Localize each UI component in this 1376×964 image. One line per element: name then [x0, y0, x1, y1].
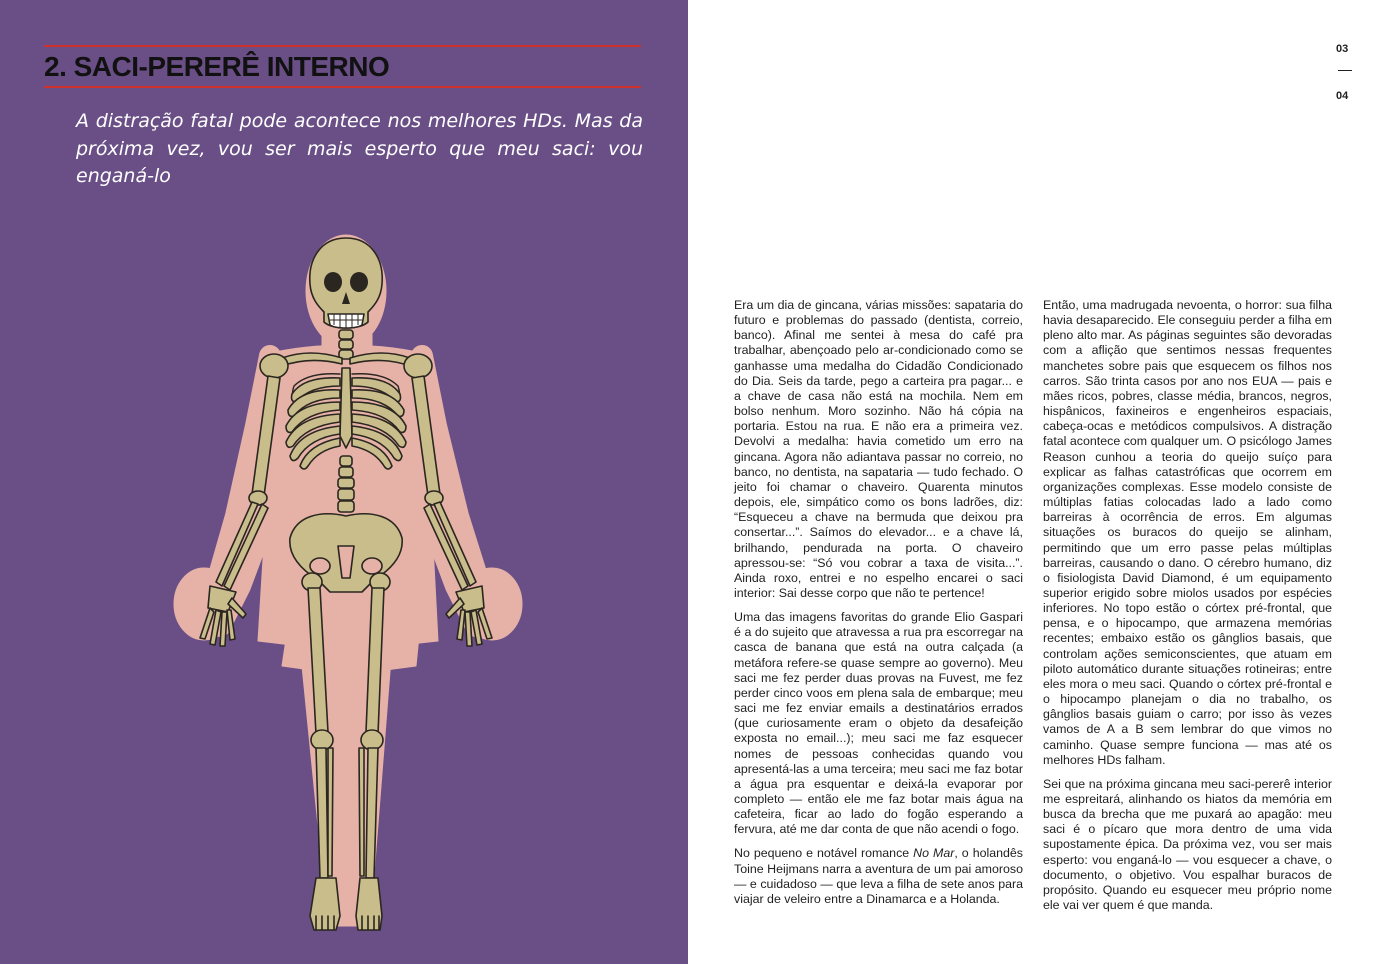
- paragraph: Uma das imagens favoritas do grande Elio Gaspari é a do sujeito que atravessa a rua pra escorregar na casca de banana que está na outra calçada (a metáfora refere-se quase sempre ao governo). Meu saci me fez perder duas provas na Fuvest, me fez perder cinco voos em plena sala de embarque; meu saci me fez enviar emails a destinatários errados (que curiosamente eram o objeto da desafeição exposta no email...); meu saci me faz esquecer nomes de pessoas conhecidas quando vou apresentá-las a uma terceira; meu saci me faz botar a água pra esquentar e deixá-la evaporar por completo — então ele me faz botar mais água na cafeteira, ficar ao lado do fogão esperando a fervura, até me dar conta de que não acendi o fogo.: [734, 610, 1023, 837]
- skeleton-illustration: [170, 226, 530, 956]
- book-title: No Mar: [913, 846, 955, 861]
- text-column-right: [1043, 298, 1332, 922]
- paragraph: [734, 846, 1023, 907]
- paragraph-text: , o holandês Toine Heijmans narra a aventura de um pai amoroso — e cuidadoso — que leva a filha de sete anos para viajar de veleiro entre a Dinamarca e a Holanda.: [734, 846, 1024, 906]
- title-rule-bottom: [44, 86, 641, 88]
- chapter-subtitle: A distração fatal pode acontece nos melhores HDs. Mas da próxima vez, vou ser mais esperto que meu saci: vou enganá-lo: [76, 110, 643, 187]
- page-number-first: 03: [1336, 43, 1349, 55]
- paragraph: Era um dia de gincana, várias missões: sapataria do futuro e problemas do passado (dentista, correio, banco). Afinal me sentei à mesa do café pra trabalhar, abençoado pelo ar-condicionado como se ganhasse uma medalha do Cidadão Condicionado do Dia. Seis da tarde, pego a carteira pra pagar... e a chave de casa não está na mochila. Nem em bolso nenhum. Moro sozinho. Não há cópia na portaria. Estou na rua. E não era a primeira vez. Devolvi a medalha: havia cometido um erro na gincana. Agora não adiantava passar no correio, no banco, no dentista, na sapataria — tudo fechado. O jeito foi chamar o chaveiro. Quarenta minutos depois, ele, simpático como os bons ladrões, diz: “Esqueceu a chave na bermuda que deixou pra consertar...”. Saímos do elevador... e a chave lá, brilhando, pendurada na porta. O chaveiro apressou-se: “Só vou cobrar a taxa de visita...”. Ainda roxo, entrei e no espelho encarei o saci interior: Sai desse corpo que não te pertence!: [734, 298, 1023, 600]
- right-page: [688, 0, 1376, 964]
- text-column-left: [734, 298, 1023, 916]
- title-rule-top: [44, 45, 641, 47]
- paragraph: Sei que na próxima gincana meu saci-pererê interior me espreitará, alinhando os hiatos da memória em busca da brecha que me puxará ao apagão: meu saci é o pícaro que mora dentro de uma vida supostamente épica. Da próxima vez, vou ser mais esperto: vou enganá-lo — vou esquecer a chave, o documento, o objetivo. Vou espalhar buracos de propósito. Quando eu esquecer meu próprio nome ele vai ver quem é que manda.: [1043, 776, 1332, 913]
- paragraph-text: No pequeno e notável romance: [734, 846, 914, 861]
- page-number-second: 04: [1336, 90, 1349, 102]
- page-number-separator: [1338, 70, 1352, 71]
- paragraph: Então, uma madrugada nevoenta, o horror: sua filha havia desaparecido. Ele conseguiu perder a filha em pleno alto mar. As páginas seguintes são devoradas com a aflição que sentimos nessas frequentes manchetes sobre pais que esquecem os filhos nos carros. São trinta casos por ano nos EUA — pais e mães ricos, pobres, classe média, brancos, negros, hispânicos, faxineiros e engenheiros espaciais, cabeça-ocas e metódicos compulsivos. A distração fatal acontece com qualquer um. O psicólogo James Reason cunhou a teoria do queijo suíço para explicar as falhas catastróficas que ocorrem em organizações complexas. Esse modelo consiste de múltiplas fatias colocadas lado a lado como barreiras à ocorrência de erros. Em algumas situações os buracos do queijo se alinham, permitindo que um erro passe pelas múltiplas barreiras, causando o dano. O cérebro humano, diz o fisiologista David Diamond, é um equipamento superior erigido sobre miolos usados por espécies inferiores. No topo estão o córtex pré-frontal, que pensa, e o hipocampo, que armazena memórias recentes; embaixo estão os gânglios basais, que controlam ações semiconscientes, que atuam em piloto automático durante situações rotineiras; entre eles mora o meu saci. Quando o córtex pré-frontal e o hipocampo planejam o dia no trabalho, os gânglios basais guiam o carro; por isso às vezes vamos de A a B sem lembrar do que vimos no caminho. Quase sempre funciona — mas até os melhores HDs falham.: [1043, 298, 1332, 767]
- chapter-title: 2. SACI-PERERÊ INTERNO: [44, 51, 390, 82]
